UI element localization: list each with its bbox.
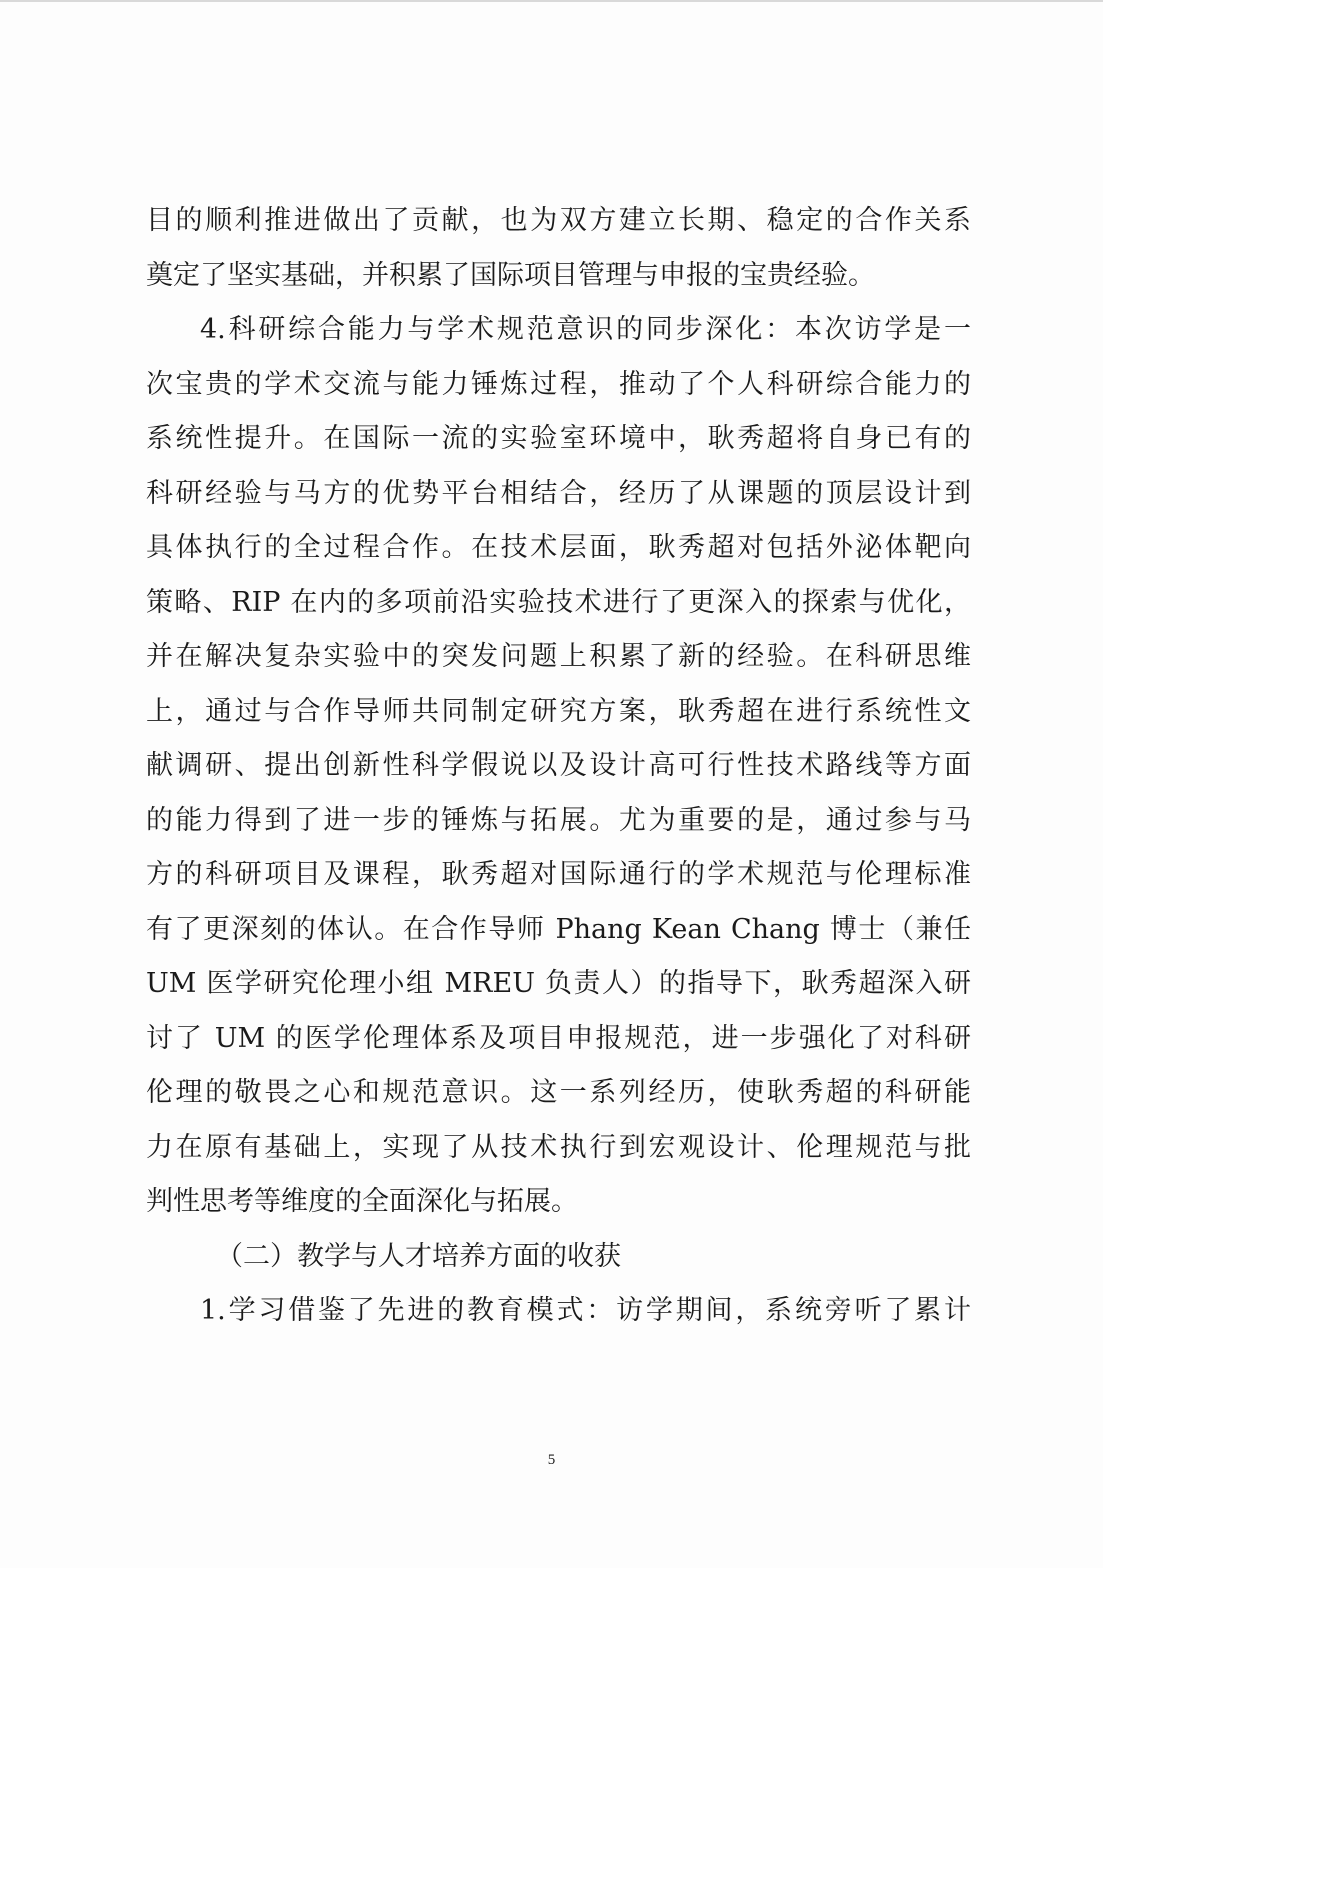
text-line: 力在原有基础上，实现了从技术执行到宏观设计、伦理规范与批 (146, 1131, 971, 1163)
text-line: 策略、RIP 在内的多项前沿实验技术进行了更深入的探索与优化， (146, 586, 971, 618)
text-line: 奠定了坚实基础，并积累了国际项目管理与申报的宝贵经验。 (146, 259, 875, 291)
text-line: 讨了 UM 的医学伦理体系及项目申报规范，进一步强化了对科研 (146, 1022, 971, 1054)
text-line: 有了更深刻的体认。在合作导师 Phang Kean Chang 博士（兼任 (146, 913, 971, 945)
text-line: 方的科研项目及课程，耿秀超对国际通行的学术规范与伦理标准 (146, 859, 971, 890)
text-line: 上，通过与合作导师共同制定研究方案，耿秀超在进行系统性文 (146, 695, 971, 727)
paragraph-start-line: 1.学习借鉴了先进的教育模式：访学期间，系统旁听了累计 (200, 1295, 971, 1326)
text-line: 判性思考等维度的全面深化与拓展。 (146, 1186, 578, 1217)
text-line: 目的顺利推进做出了贡献，也为双方建立长期、稳定的合作关系 (146, 205, 971, 236)
section-heading: （二）教学与人才培养方面的收获 (216, 1240, 621, 1272)
text-line: 献调研、提出创新性科学假说以及设计高可行性技术路线等方面 (146, 750, 971, 781)
text-line: 并在解决复杂实验中的突发问题上积累了新的经验。在科研思维 (146, 641, 971, 672)
text-line: 次宝贵的学术交流与能力锤炼过程，推动了个人科研综合能力的 (146, 368, 971, 400)
text-line: 伦理的敬畏之心和规范意识。这一系列经历，使耿秀超的科研能 (146, 1077, 971, 1108)
text-line: 科研经验与马方的优势平台相结合，经历了从课题的顶层设计到 (146, 477, 971, 509)
page-number: 5 (547, 1452, 556, 1468)
text-line: 系统性提升。在国际一流的实验室环境中，耿秀超将自身已有的 (146, 423, 971, 454)
text-line: 的能力得到了进一步的锤炼与拓展。尤为重要的是，通过参与马 (146, 804, 971, 836)
body-text (146, 194, 971, 1339)
top-scan-edge (0, 0, 1103, 2)
text-line: UM 医学研究伦理小组 MREU 负责人）的指导下，耿秀超深入研 (146, 968, 971, 999)
text-line: 具体执行的全过程合作。在技术层面，耿秀超对包括外泌体靶向 (146, 532, 971, 563)
paragraph-start-line: 4.科研综合能力与学术规范意识的同步深化：本次访学是一 (200, 314, 971, 345)
